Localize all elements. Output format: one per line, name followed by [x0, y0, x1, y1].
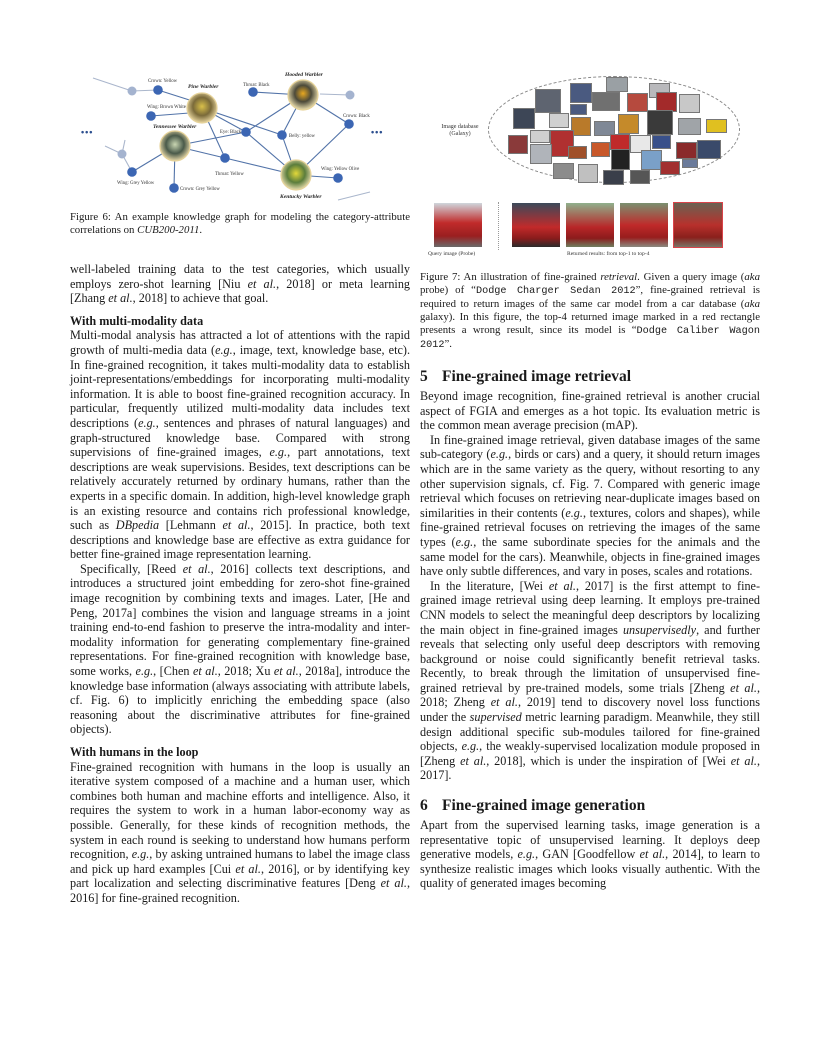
section-5-heading: 5 Fine-grained image retrieval: [420, 368, 632, 385]
multimodality-heading: With multi-modality data: [70, 313, 204, 328]
faded-node: [128, 87, 137, 96]
pine-warbler-image: [187, 93, 217, 123]
svg-text:Belly: yellow: Belly: yellow: [289, 134, 315, 139]
svg-text:Throat: Yellow: Throat: Yellow: [215, 172, 244, 177]
knowledge-graph-svg: [75, 62, 405, 202]
svg-text:Wing: Brown White: Wing: Brown White: [147, 105, 186, 110]
svg-text:Crown: Black: Crown: Black: [343, 114, 370, 119]
figure-6-caption: Figure 6: An example knowledge graph for modeling the category-attribute correlations on CUB200-2011.: [70, 211, 410, 236]
svg-text:•••: •••: [81, 127, 94, 137]
section-6-heading: 6 Fine-grained image generation: [420, 797, 646, 815]
hooded-warbler-image: [288, 80, 318, 110]
svg-text:Wing: Yellow Olive: Wing: Yellow Olive: [321, 167, 360, 172]
kentucky-warbler-image: [281, 160, 311, 190]
tennessee-warbler-image: [160, 131, 190, 161]
svg-text:Crown: Yellow: Crown: Yellow: [148, 79, 178, 84]
svg-text:Eye: Black: Eye: Black: [220, 130, 242, 135]
query-image-label: Query image (Probe): [428, 251, 476, 257]
section-5-paragraph-1: Beyond image recognition, fine-grained retrieval is another crucial aspect of FGIA and emerges as a hot topic. Its evaluation metric is the common mean average precision (mAP).: [420, 389, 760, 433]
figure-6-knowledge-graph: [75, 62, 405, 202]
result-top-4-wrong: [674, 203, 722, 247]
result-top-3: [620, 203, 668, 247]
figure-7-caption: Figure 7: An illustration of fine-grained retrieval. Given a query image (aka probe) of “Dodge Charger Sedan 2012”, fine-grained retrieval is required to return images of the same car model from a car database (aka galaxy). In this figure, the top-4 returned image marked in a red rectangle presents a wrong result, since its model is “Dodge Caliber Wagon 2012”.: [420, 271, 760, 351]
section-5-paragraph-3: In the literature, [Wei et al., 2017] is the first attempt to fine-grained image retrieval using deep learning. It employs pre-trained CNN models to select the meaningful deep descriptors by localizing the main object in fine-grained images unsupervisedly, and further reveals that selecting only useful deep descriptors with removing background or noise could significantly benefit retrieval tasks. Recently, to break through the limitation of unsupervised fine-grained retrieval by pre-trained models, some trials [Zheng et al., 2018; Zheng et al., 2019] tend to discovery novel loss functions under the supervised metric learning paradigm. Meanwhile, they still design additional specific sub-modules tailored for fine-grained objects, e.g., the weakly-supervised localization module proposed in [Zheng et al., 2018], which is under the inspiration of [Wei et al., 2017].: [420, 578, 761, 783]
svg-text:•••: •••: [371, 127, 384, 137]
intro-paragraph: well-labeled training data to the test categories, which usually employs zero-shot learning [Niu et al., 2018] or meta learning [Zhang et al., 2018] to achieve that goal.: [70, 262, 411, 306]
svg-text:Throat: Black: Throat: Black: [243, 83, 270, 88]
query-results-divider: [498, 202, 499, 250]
multimodality-paragraph-2: Specifically, [Reed et al., 2016] collects text descriptions, and introduces a structured joint embedding for zero-shot fine-grained image recognition by combining texts and images. Later, [He and Peng, 2017a] combines the vision and language streams in a joint training end-to-end fashion to preserve the intra-modality and inter-modality information for generating complementary fine-grained representations. For fine-grained recognition with knowledge base, some works, e.g., [Chen et al., 2018; Xu et al., 2018a], introduce the knowledge base information (always associating with attribute labels, cf. Fig. 6) to implicitly enriching the embedding space (also reasoning about the discriminative attributes for fine-grained objects).: [70, 561, 411, 737]
right-column: [420, 356, 760, 891]
figure-7-retrieval-illustration: [420, 72, 760, 267]
result-top-2: [566, 203, 614, 247]
svg-text:Tennessee Warbler: Tennessee Warbler: [153, 124, 197, 130]
svg-text:Hooded Warbler: Hooded Warbler: [285, 72, 323, 78]
svg-text:Wing: Grey Yellow: Wing: Grey Yellow: [117, 181, 155, 186]
results-label: Returned results: from top-1 to top-4: [567, 251, 650, 257]
faded-node: [346, 91, 355, 100]
humans-loop-paragraph: Fine-grained recognition with humans in the loop is usually an iterative system composed of a machine and a human user, which combines both human and machine efforts and intelligence. Also, it requires the system to work in a human labor-economy way as possible. Generally, for these kinds of recognition methods, the system in each round is seeking to understand how humans perform recognition, e.g., by asking untrained humans to label the image class and pick up hard examples [Cui et al., 2016], or by identifying key part localization and selecting discriminative features [Deng et al., 2016] for fine-grained recognition.: [70, 759, 410, 905]
query-image: [434, 203, 482, 247]
svg-text:Crown: Grey Yellow: Crown: Grey Yellow: [180, 187, 220, 192]
multimodality-paragraph-1: Multi-modal analysis has attracted a lot of attentions with the rapid growth of multi-media data (e.g., image, text, knowledge base, etc). In fine-grained recognition, it takes multi-modality data to establish joint-representations/embeddings for incorporating multi-modality information. It is able to boost fine-grained recognition accuracy. In particular, frequently utilized multi-modality data includes text descriptions (e.g., sentences and phrases of natural languages) and graph-structured knowledge base. Compared with strong supervisions of fine-grained images, e.g., part annotations, text descriptions are weak supervisions. Besides, text descriptions can be relatively accurately returned by ordinary humans, rather than the experts in a specific domain. In addition, high-level knowledge graph is an existing resource and contains rich professional knowledge, such as DBpedia [Lehmann et al., 2015]. In practice, both text descriptions and knowledge base are effective as extra guidance for better fine-grained image representation learning.: [70, 328, 410, 562]
section-5-paragraph-2: In fine-grained image retrieval, given database images of the same sub-category (e.g., birds or cars) and a query, it should return images which are in the same variety as the query, without resorting to any other supervision signals, cf. Fig. 7. Compared with generic image retrieval which focuses on retrieving near-duplicate images based on similarities in their contents (e.g., textures, colors and shapes), while fine-grained retrieval focuses on retrieving the images of the same types (e.g., the same subordinate species for the animals and the same model for the cars). Meanwhile, objects in fine-grained images have only subtle differences, and vary in poses, scales and rotations.: [420, 432, 760, 579]
section-6-paragraph-1: Apart from the supervised learning tasks, image generation is a representative topic of unsupervised learning. It deploys deep generative models, e.g., GAN [Goodfellow et al., 2014], to learn to synthesize realistic images which looks visually authentic. With the quality of generated images becoming: [420, 818, 760, 891]
galaxy-label: Image database (Galaxy): [441, 124, 479, 137]
svg-text:Kentucky Warbler: Kentucky Warbler: [280, 194, 322, 200]
result-top-1: [512, 203, 560, 247]
humans-loop-heading: With humans in the loop: [70, 745, 199, 759]
faded-node: [118, 150, 127, 159]
left-column: [70, 262, 410, 906]
svg-text:Pine Warbler: Pine Warbler: [188, 84, 219, 90]
